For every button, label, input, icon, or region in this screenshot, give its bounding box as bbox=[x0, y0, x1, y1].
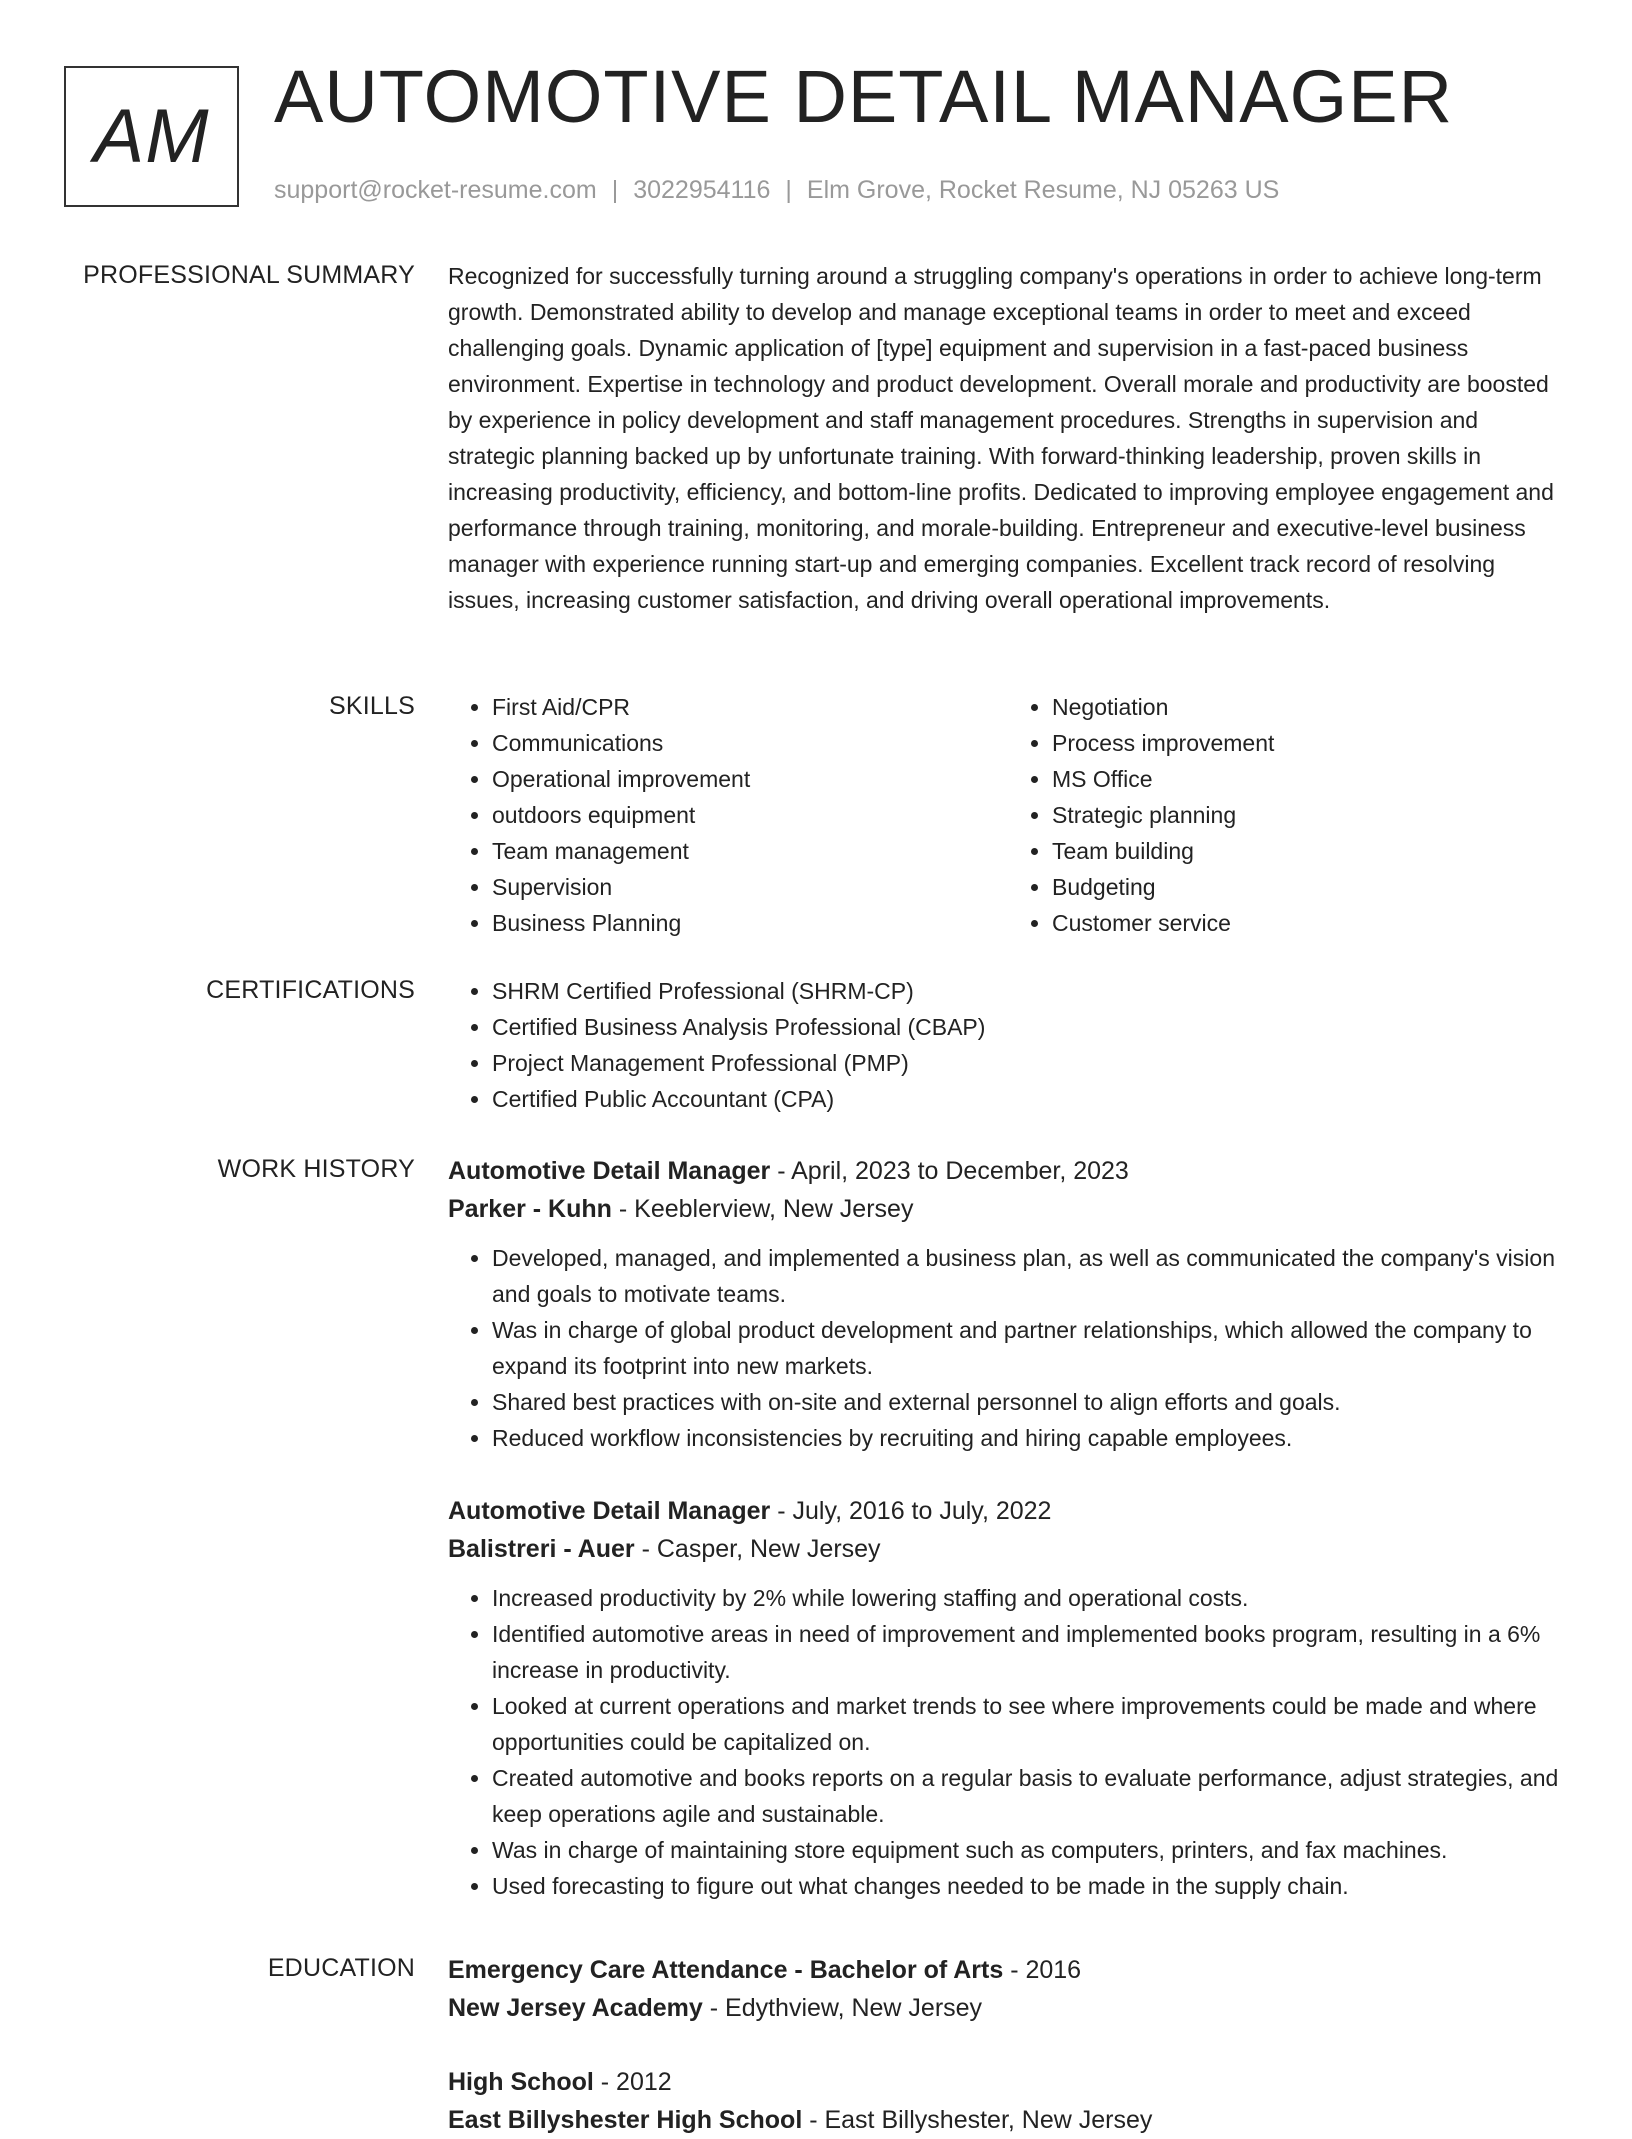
work-history-body bbox=[448, 1152, 1568, 1904]
school-line bbox=[448, 2101, 1568, 2139]
contact-phone: 3022954116 bbox=[633, 176, 771, 204]
job-title-line bbox=[448, 1492, 1568, 1530]
job-entry bbox=[448, 1152, 1568, 1456]
skill-item: • Budgeting bbox=[1052, 869, 1568, 905]
job-title: Automotive Detail Manager bbox=[448, 1497, 771, 1525]
job-dates: - April, 2023 to December, 2023 bbox=[770, 1157, 1129, 1185]
school-location: - East Billyshester, New Jersey bbox=[802, 2106, 1153, 2134]
job-bullet: • Used forecasting to figure out what changes needed to be made in the supply chain. bbox=[492, 1868, 1568, 1904]
separator: | bbox=[611, 176, 619, 204]
skill-item: • Supervision bbox=[492, 869, 1008, 905]
skill-item: • Communications bbox=[492, 725, 1008, 761]
job-dates: - July, 2016 to July, 2022 bbox=[770, 1497, 1052, 1525]
degree: High School bbox=[448, 2068, 594, 2096]
skill-item: • Team management bbox=[492, 833, 1008, 869]
section-heading: SKILLS bbox=[329, 692, 415, 720]
job-bullets bbox=[448, 1580, 1568, 1904]
company-line bbox=[448, 1190, 1568, 1228]
job-entry bbox=[448, 1492, 1568, 1904]
degree-year: - 2012 bbox=[593, 2068, 672, 2096]
education-body bbox=[448, 1951, 1568, 2139]
skill-item: • Negotiation bbox=[1052, 689, 1568, 725]
contact-email: support@rocket-resume.com bbox=[274, 176, 597, 204]
candidate-title: AUTOMOTIVE DETAIL MANAGER bbox=[274, 55, 1454, 138]
skills-columns bbox=[448, 689, 1568, 941]
section-heading: EDUCATION bbox=[267, 1954, 415, 1982]
summary-text: Recognized for successfully turning around a struggling company's operations in order to achieve long-term growth. Demonstrated ability to develop and manage exceptional teams in order to meet and exceed challenging goals. Dynamic application of [type] equipment and supervision in a fast-paced business environment. Expertise in technology and product development. Overall morale and productivity are boosted by experience in policy development and staff management procedures. Strengths in supervision and strategic planning backed up by unfortunate training. With forward-thinking leadership, proven skills in increasing productivity, efficiency, and bottom-line profits. Dedicated to improving employee engagement and performance through training, monitoring, and morale-building. Entrepreneur and executive-level business manager with experience running start-up and emerging companies. Excellent track record of resolving issues, increasing customer satisfaction, and driving overall operational improvements. bbox=[448, 263, 1554, 613]
degree-line bbox=[448, 2063, 1568, 2101]
skill-item: • MS Office bbox=[1052, 761, 1568, 797]
certification-item: • Project Management Professional (PMP) bbox=[492, 1045, 1568, 1081]
job-title: Automotive Detail Manager bbox=[448, 1157, 771, 1185]
job-bullet: • Looked at current operations and market trends to see where improvements could be made and where opportunities could be capitalized on. bbox=[492, 1688, 1568, 1760]
job-title-line bbox=[448, 1152, 1568, 1190]
school-location: - Edythview, New Jersey bbox=[702, 1994, 983, 2022]
skill-item: • Process improvement bbox=[1052, 725, 1568, 761]
school-name: New Jersey Academy bbox=[448, 1994, 703, 2022]
certification-item: • Certified Public Accountant (CPA) bbox=[492, 1081, 1568, 1117]
job-bullets bbox=[448, 1240, 1568, 1456]
certifications-list bbox=[448, 973, 1568, 1117]
certification-item: • SHRM Certified Professional (SHRM-CP) bbox=[492, 973, 1568, 1009]
company-name: Parker - Kuhn bbox=[448, 1195, 612, 1223]
degree-line bbox=[448, 1951, 1568, 1989]
contact-line bbox=[274, 176, 1279, 205]
section-heading: WORK HISTORY bbox=[217, 1155, 415, 1183]
company-location: - Casper, New Jersey bbox=[634, 1535, 881, 1563]
company-line bbox=[448, 1530, 1568, 1568]
monogram-box bbox=[64, 66, 239, 207]
degree-year: - 2016 bbox=[1003, 1956, 1082, 1984]
company-name: Balistreri - Auer bbox=[448, 1535, 635, 1563]
separator: | bbox=[785, 176, 792, 204]
degree: Emergency Care Attendance - Bachelor of Arts bbox=[448, 1956, 1004, 1984]
school-line bbox=[448, 1989, 1568, 2027]
certifications-body bbox=[448, 973, 1568, 1117]
section-heading: CERTIFICATIONS bbox=[206, 976, 415, 1004]
contact-address: Elm Grove, Rocket Resume, NJ 05263 US bbox=[806, 176, 1280, 204]
skill-item: • Operational improvement bbox=[492, 761, 1008, 797]
job-bullet: • Reduced workflow inconsistencies by recruiting and hiring capable employees. bbox=[492, 1420, 1568, 1456]
skill-item: • Team building bbox=[1052, 833, 1568, 869]
job-bullet: • Was in charge of maintaining store equipment such as computers, printers, and fax machines. bbox=[492, 1832, 1568, 1868]
skill-item: • First Aid/CPR bbox=[492, 689, 1008, 725]
job-bullet: • Identified automotive areas in need of improvement and implemented books program, resulting in a 6% increase in productivity. bbox=[492, 1616, 1568, 1688]
job-bullet: • Created automotive and books reports on a regular basis to evaluate performance, adjust strategies, and keep operations agile and sustainable. bbox=[492, 1760, 1568, 1832]
skill-item: • outdoors equipment bbox=[492, 797, 1008, 833]
certification-item: • Certified Business Analysis Professional (CBAP) bbox=[492, 1009, 1568, 1045]
job-bullet: • Increased productivity by 2% while lowering staffing and operational costs. bbox=[492, 1580, 1568, 1616]
section-heading: PROFESSIONAL SUMMARY bbox=[83, 261, 415, 289]
skill-item: • Customer service bbox=[1052, 905, 1568, 941]
company-location: - Keeblerview, New Jersey bbox=[611, 1195, 914, 1223]
skills-list-right bbox=[1008, 689, 1568, 941]
job-bullet: • Shared best practices with on-site and external personnel to align efforts and goals. bbox=[492, 1384, 1568, 1420]
skills-list-left bbox=[448, 689, 1008, 941]
job-bullet: • Developed, managed, and implemented a business plan, as well as communicated the company's vision and goals to motivate teams. bbox=[492, 1240, 1568, 1312]
monogram: AM bbox=[93, 93, 210, 179]
skill-item: • Business Planning bbox=[492, 905, 1008, 941]
school-name: East Billyshester High School bbox=[448, 2106, 803, 2134]
job-bullet: • Was in charge of global product development and partner relationships, which allowed the company to expand its footprint into new markets. bbox=[492, 1312, 1568, 1384]
skill-item: • Strategic planning bbox=[1052, 797, 1568, 833]
